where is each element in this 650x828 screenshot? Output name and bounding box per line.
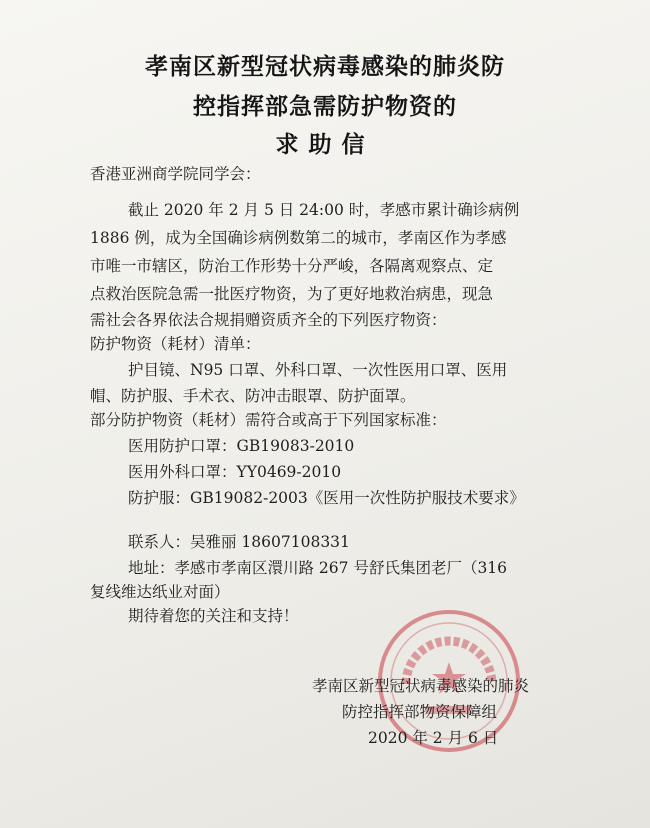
paragraph-line: 截止 2020 年 2 月 5 日 24:00 时，孝感市累计确诊病例: [128, 201, 520, 219]
standard-item: 防护服：GB19082-2003《医用一次性防护服技术要求》: [128, 489, 525, 507]
list-line: 帽、防护服、手术衣、防冲击眼罩、防护面罩。: [90, 387, 416, 405]
standard-item: 医用防护口罩：GB19083-2010: [128, 437, 355, 455]
paragraph-line: 点救治医院急需一批医疗物资，为了更好地救治病患，现急: [90, 285, 494, 303]
title-line-3: 求助信: [275, 132, 375, 158]
salutation: 香港亚洲商学院同学会：: [90, 165, 261, 183]
contact-line: 联系人：吴雅丽 18607108331: [128, 533, 350, 551]
paragraph-line: 需社会各界依法合规捐赠资质齐全的下列医疗物资：: [90, 311, 447, 329]
signature-org-line-1: 孝南区新型冠状病毒感染的肺炎: [312, 677, 530, 695]
standard-heading: 部分防护物资（耗材）需符合或高于下列国家标准：: [90, 411, 447, 429]
paragraph-line: 1886 例，成为全国确诊病例数第二的城市，孝南区作为孝感: [90, 229, 507, 247]
paragraph-line: 市唯一市辖区，防治工作形势十分严峻，各隔离观察点、定: [90, 257, 494, 275]
title-line-2: 控指挥部急需防护物资的: [193, 94, 457, 120]
list-heading: 防护物资（耗材）清单：: [90, 335, 261, 353]
closing-line: 期待着您的关注和支持！: [128, 607, 299, 625]
standard-item: 医用外科口罩：YY0469-2010: [128, 463, 342, 481]
list-line: 护目镜、N95 口罩、外科口罩、一次性医用口罩、医用: [128, 361, 508, 379]
title-line-1: 孝南区新型冠状病毒感染的肺炎防: [145, 54, 505, 80]
signature-org-line-2: 防控指挥部物资保障组: [342, 703, 498, 721]
address-line: 复线维达纸业对面）: [90, 583, 230, 601]
address-line: 地址：孝感市孝南区澴川路 267 号舒氏集团老厂（316: [128, 559, 508, 577]
signature-date: 2020 年 2 月 6 日: [368, 729, 499, 747]
